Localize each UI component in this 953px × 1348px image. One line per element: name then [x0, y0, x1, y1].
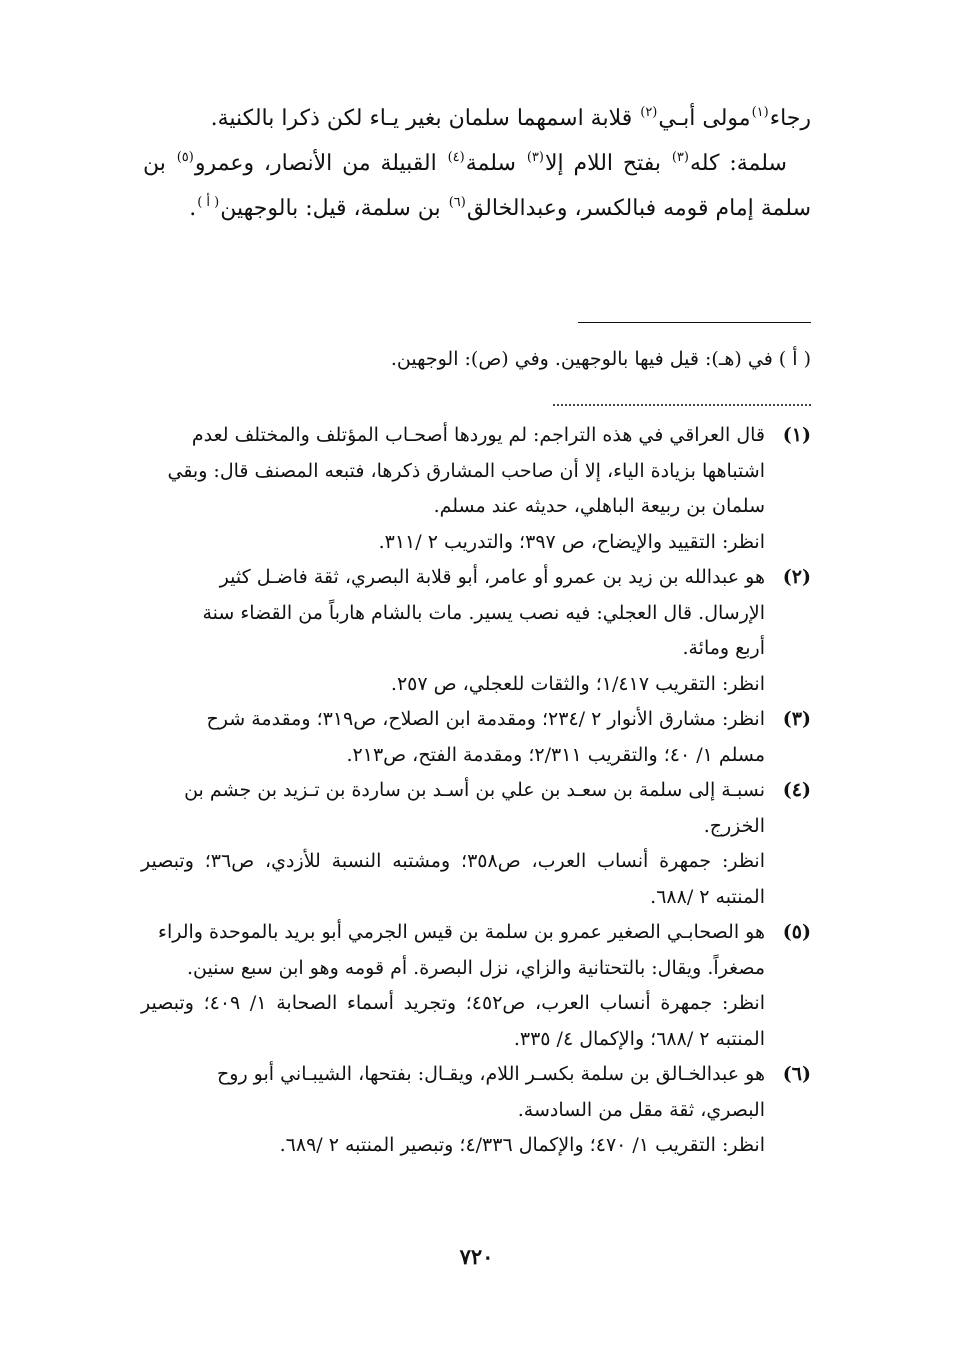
footnote-line: هو عبدالخـالق بن سلمة بكسـر اللام، ويقـال: بفتحها، الشيبـاني أبو روح — [217, 1063, 765, 1085]
footnote-2 — [141, 560, 811, 702]
footnote-line: سلمان بن ربيعة الباهلي، حديثه عند مسلم. — [433, 495, 765, 517]
footnote-number: (٥) — [782, 921, 811, 943]
text-run: قلابة اسمهما سلمان بغير يـاء لكن ذكرا بالكنية. — [210, 106, 640, 131]
paragraph-1 — [143, 96, 811, 141]
footnote-separator — [578, 322, 811, 323]
footnote-number: (١) — [782, 424, 811, 446]
footnote-line: مصغراً. ويقال: بالتحتانية والزاي، نزل البصرة. أم قومه وهو ابن سبع سنين. — [186, 956, 765, 979]
footnote-reference: انظر: جمهرة أنساب العرب، ص٤٥٢؛ وتجريد أسماء الصحابة ١/ ٤٠٩؛ وتبصير المنتبه ٢ /٦٨٨؛ والإكمال ٤/ ٣٣٥. — [141, 992, 765, 1050]
text-run: . — [189, 196, 197, 221]
footnote-ref-5[interactable]: (٥) — [176, 150, 194, 165]
paragraph-2 — [143, 141, 811, 231]
footnote-line: البصري، ثقة مقل من السادسة. — [517, 1098, 765, 1121]
footnote-4 — [141, 773, 811, 915]
footnote-ref-2[interactable]: (٢) — [640, 105, 658, 120]
footnote-1 — [141, 418, 811, 560]
footnote-ref-4[interactable]: (٤) — [447, 150, 465, 165]
footnote-ref-3[interactable]: (٣) — [671, 150, 689, 165]
text-run: بن سلمة إمام قومه فبالكسر، وعبدالخالق — [143, 151, 811, 221]
footnotes — [141, 418, 811, 1164]
footnote-number: (٦) — [782, 1063, 811, 1085]
variant-ref-a[interactable]: ( أ ) — [197, 195, 220, 210]
text-run: القبيلة من الأنصار، وعمرو — [194, 151, 447, 176]
footnote-line: نسبـة إلى سلمة بن سعـد بن علي بن أسـد بن ساردة بن تـزيد بن جشم بن — [184, 779, 765, 801]
variant-note: ( أ ) في (هـ): قيل فيها بالوجهين. وفي (ص): الوجهين. — [390, 348, 811, 370]
footnote-reference: انظر: التقييد والإيضاح، ص ٣٩٧؛ والتدريب ٢ /٣١١. — [378, 530, 765, 553]
footnote-line: اشتباهها بزيادة الياء، إلا أن صاحب المشارق ذكرها، فتبعه المصنف قال: وبقي — [167, 459, 765, 482]
footnote-number: (٢) — [782, 566, 811, 588]
text-run: سلمة: كله — [689, 151, 787, 176]
main-text — [143, 96, 811, 231]
footnote-line: مسلم ١/ ٤٠؛ والتقريب ٢/٣١١؛ ومقدمة الفتح، ص٢١٣. — [346, 743, 765, 766]
page-number: ٧٢٠ — [459, 1244, 494, 1269]
footnote-number: (٣) — [782, 708, 811, 730]
footnote-reference: انظر: التقريب ١/٤١٧؛ والثقات للعجلي، ص ٢٥٧. — [390, 672, 765, 695]
footnote-reference: انظر: التقريب ١/ ٤٧٠؛ والإكمال ٤/٣٣٦؛ وتبصير المنتبه ٢ /٦٨٩. — [279, 1134, 765, 1156]
footnote-line: الإرسال. قال العجلي: فيه نصب يسير. مات بالشام هارباً من القضاء سنة — [202, 601, 765, 624]
footnote-reference: انظر: جمهرة أنساب العرب، ص٣٥٨؛ ومشتبه النسبة للأزدي، ص٣٦؛ وتبصير المنتبه ٢ /٦٨٨. — [141, 850, 765, 908]
footnote-6 — [141, 1057, 811, 1164]
text-run: بن سلمة، قيل: بالوجهين — [220, 196, 448, 221]
footnote-line: أربع ومائة. — [682, 637, 765, 659]
footnote-line: قال العراقي في هذه التراجم: لم يوردها أصحـاب المؤتلف والمختلف لعدم — [191, 424, 765, 446]
dotted-separator — [553, 404, 811, 406]
footnote-3 — [141, 702, 811, 773]
footnote-ref-1[interactable]: (١) — [751, 105, 769, 120]
footnote-line: انظر: مشارق الأنوار ٢ /٢٣٤؛ ومقدمة ابن الصلاح، ص٣١٩؛ ومقدمة شرح — [206, 708, 765, 730]
footnote-line: هو الصحابـي الصغير عمرو بن سلمة بن قيس الجرمي أبو بريد بالموحدة والراء — [158, 921, 765, 943]
footnote-ref-6[interactable]: (٦) — [448, 195, 466, 210]
text-run: سلمة — [465, 151, 526, 176]
footnote-line: الخزرج. — [703, 814, 765, 837]
footnote-number: (٤) — [782, 779, 811, 801]
text-run: مولى أبـي — [658, 106, 751, 131]
text-run: بفتح اللام إلا — [544, 151, 671, 176]
footnote-ref-3[interactable]: (٣) — [526, 150, 544, 165]
footnote-line: هو عبدالله بن زيد بن عمرو أو عامر، أبو قلابة البصري، ثقة فاضـل كثير — [219, 566, 765, 588]
text-run: رجاء — [769, 106, 811, 131]
footnote-5 — [141, 915, 811, 1057]
